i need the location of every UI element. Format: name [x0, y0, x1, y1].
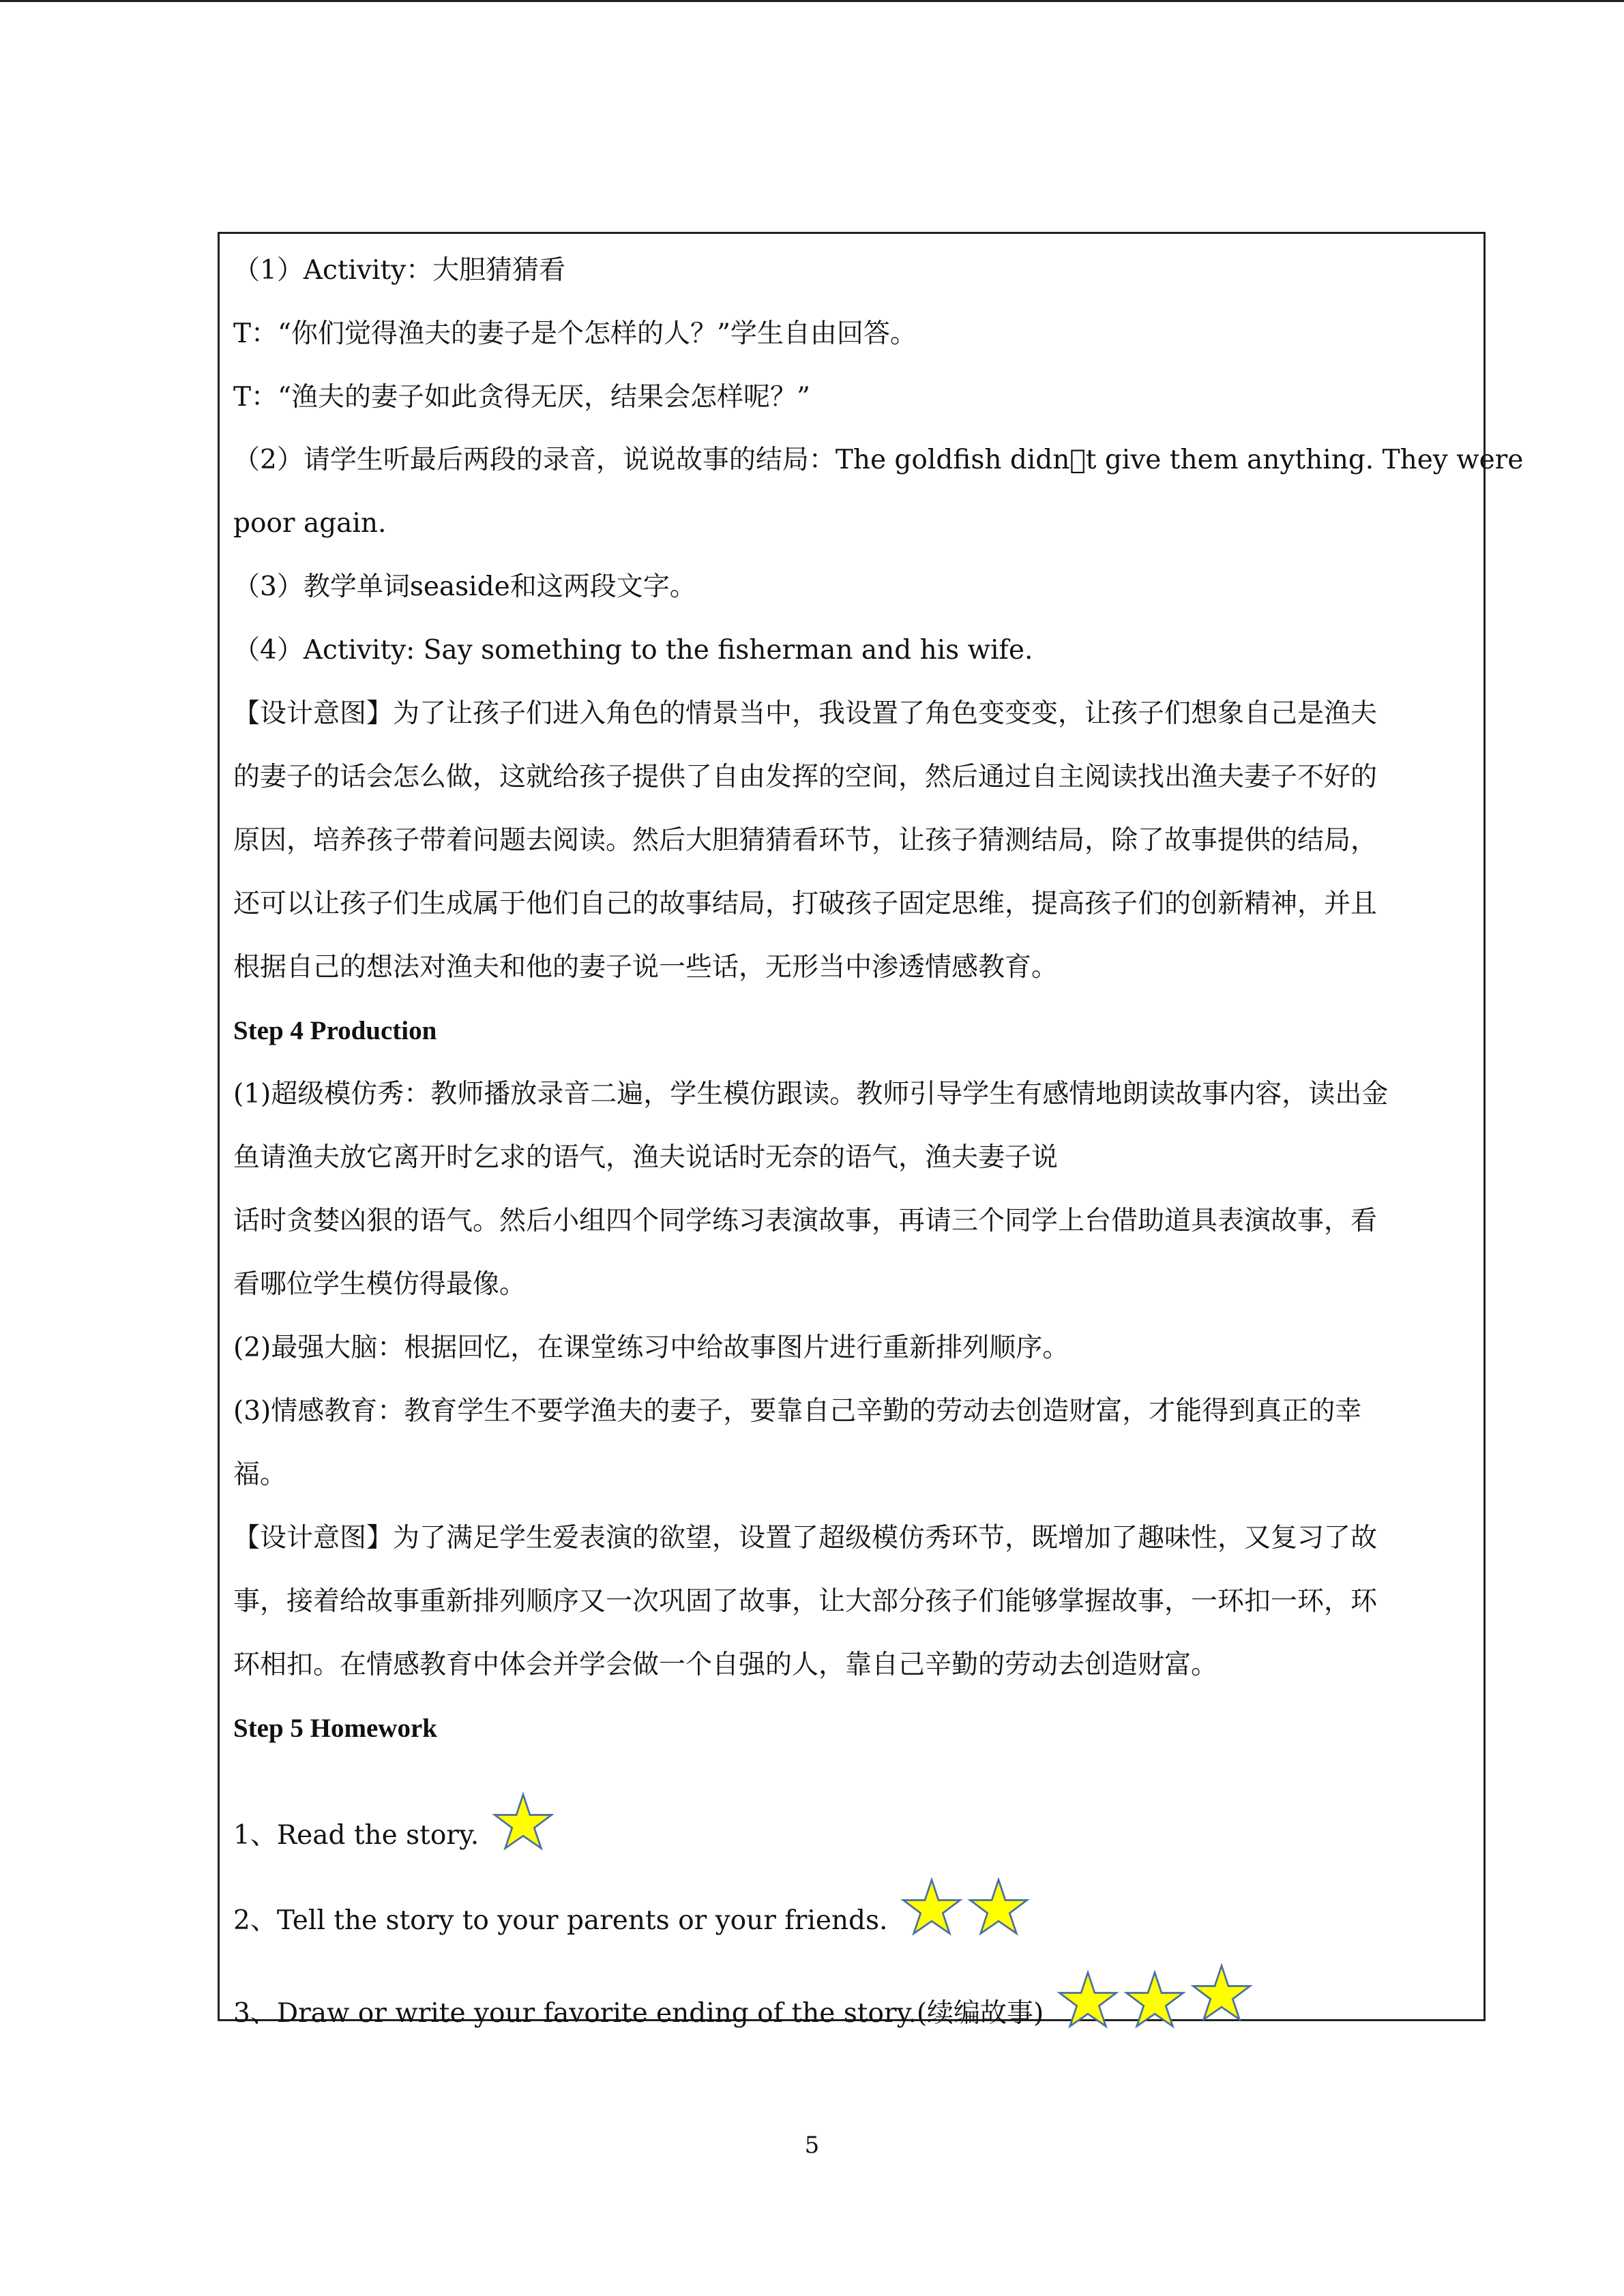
emotion-education-line-2: 福。	[233, 1459, 287, 1490]
star-icon	[1123, 1970, 1186, 2041]
emotion-education-line-1: (3)情感教育：教育学生不要学渔夫的妻子，要靠自己辛勤的劳动去创造财富，才能得到真正的幸	[233, 1396, 1362, 1427]
design-intent-2-line-1: 【设计意图】为了满足学生爱表演的欲望，设置了超级模仿秀环节，既增加了趣味性，又复习了故	[233, 1523, 1378, 1553]
star-icon	[492, 1792, 555, 1863]
homework-item-3	[233, 1963, 1470, 2029]
lesson-plan-table-cell	[218, 232, 1524, 2029]
super-imitation-line-3: 话时贪婪凶狠的语气。然后小组四个同学练习表演故事，再请三个同学上台借助道具表演故事，看	[233, 1206, 1378, 1236]
super-imitation-line-4: 看哪位学生模仿得最像。	[233, 1269, 527, 1300]
teach-word-seaside: （3）教学单词seaside和这两段文字。	[233, 571, 696, 602]
teacher-question-2: T：“渔夫的妻子如此贪得无厌，结果会怎样呢？”	[233, 382, 810, 413]
listen-ending-line-1: （2）请学生听最后两段的录音，说说故事的结局：The goldfish didn t give them anything. They were	[233, 445, 1524, 475]
strongest-brain: (2)最强大脑：根据回忆，在课堂练习中给故事图片进行重新排列顺序。	[233, 1332, 1069, 1363]
page-top-border	[0, 0, 1624, 2]
activity-guess-heading: （1）Activity：大胆猜猜看	[233, 255, 566, 286]
page-number: 5	[804, 2132, 820, 2159]
super-imitation-line-2: 鱼请渔夫放它离开时乞求的语气，渔夫说话时无奈的语气，渔夫妻子说	[233, 1142, 1059, 1173]
design-intent-1-line-1: 【设计意图】为了让孩子们进入角色的情景当中，我设置了角色变变变，让孩子们想象自己是渔夫	[233, 698, 1378, 729]
teacher-question-1: T：“你们觉得渔夫的妻子是个怎样的人？”学生自由回答。	[233, 318, 917, 349]
listen-ending-line-2: poor again.	[233, 508, 387, 539]
super-imitation-line-1: (1)超级模仿秀：教师播放录音二遍，学生模仿跟读。教师引导学生有感情地朗读故事内容，读出金	[233, 1079, 1389, 1109]
homework-item-1-text: 1、Read the story.	[233, 1820, 479, 1851]
homework-item-2	[233, 1877, 1470, 1936]
design-intent-1-line-5: 根据自己的想法对渔夫和他的妻子说一些话，无形当中渗透情感教育。	[233, 952, 1059, 983]
star-icon	[1190, 1963, 1253, 2034]
homework-item-3-text: 3、Draw or write your favorite ending of the story.(续编故事)	[233, 1998, 1044, 2029]
star-icon	[1057, 1970, 1119, 2041]
homework-item-2-text: 2、Tell the story to your parents or your friends.	[233, 1905, 888, 1936]
design-intent-2-line-3: 环相扣。在情感教育中体会并学会做一个自强的人，靠自己辛勤的劳动去创造财富。	[233, 1650, 1218, 1680]
homework-item-1	[233, 1792, 1470, 1851]
design-intent-2-line-2: 事，接着给故事重新排列顺序又一次巩固了故事，让大部分孩子们能够掌握故事，一环扣一环，环	[233, 1586, 1378, 1617]
activity-say-something: （4）Activity: Say something to the fisherman and his wife.	[233, 635, 1033, 666]
design-intent-1-line-2: 的妻子的话会怎么做，这就给孩子提供了自由发挥的空间，然后通过自主阅读找出渔夫妻子不好的	[233, 762, 1378, 792]
star-icon	[967, 1877, 1030, 1948]
step-4-heading: Step 4 Production	[233, 1016, 437, 1045]
design-intent-1-line-4: 还可以让孩子们生成属于他们自己的故事结局，打破孩子固定思维，提高孩子们的创新精神，并且	[233, 889, 1378, 919]
design-intent-1-line-3: 原因，培养孩子带着问题去阅读。然后大胆猜猜看环节，让孩子猜测结局，除了故事提供的结局，	[233, 825, 1378, 856]
star-icon	[900, 1877, 963, 1948]
step-5-heading: Step 5 Homework	[233, 1714, 437, 1743]
